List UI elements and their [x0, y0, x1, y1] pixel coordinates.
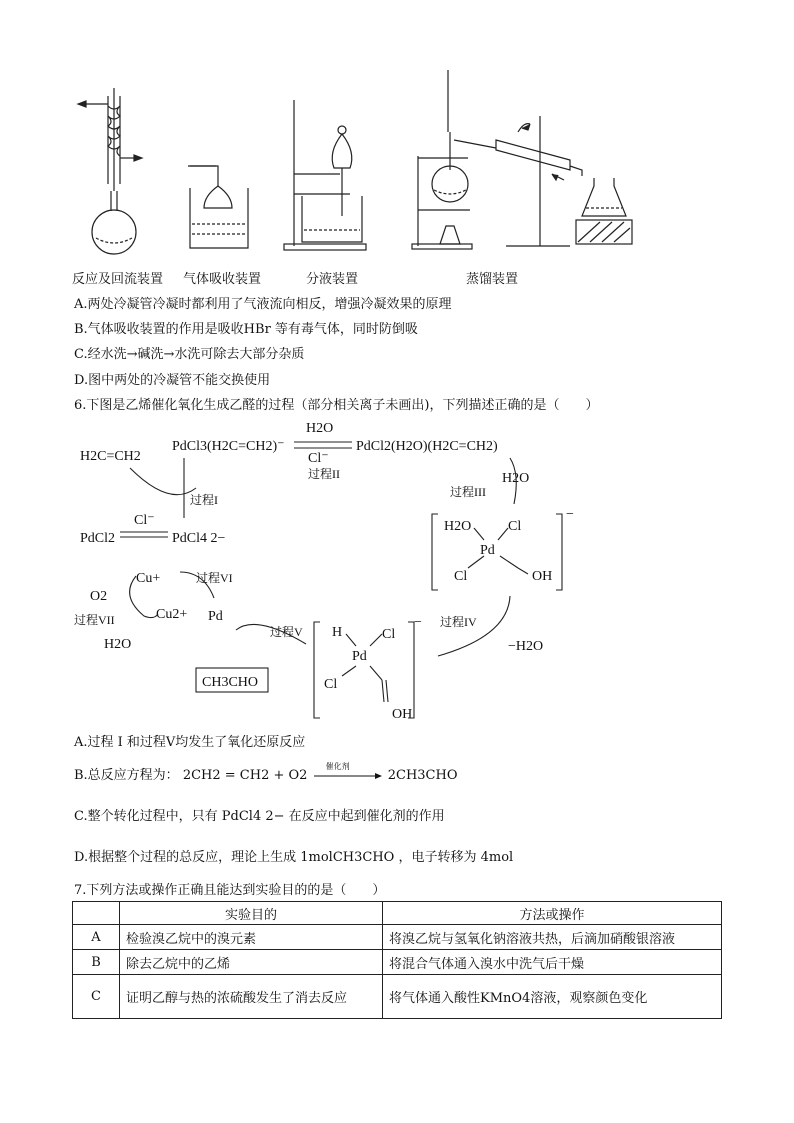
apparatus-figure	[70, 66, 650, 266]
label-h2o-bottom: H2O	[104, 637, 132, 652]
catalyst-label: 催化剂	[325, 761, 350, 771]
table-header-method: 方法或操作	[383, 902, 722, 925]
label-process-3: 过程III	[450, 485, 486, 499]
q7-table	[72, 901, 722, 1019]
q6-option-d-suffix: ，电子转移为 4mol	[398, 850, 514, 865]
label-c3-pd: Pd	[480, 543, 495, 558]
row-purpose: 除去乙烷中的乙烯	[120, 950, 383, 975]
label-minus-h2o: −H2O	[508, 639, 544, 654]
label-c3-oh: OH	[532, 569, 553, 584]
distillation-apparatus	[412, 70, 632, 249]
q7-stem: 7.下列方法或操作正确且能达到实验目的的是（ ）	[74, 883, 386, 898]
label-c3-charge: −	[566, 507, 574, 522]
table-header-purpose: 实验目的	[120, 902, 383, 925]
table-header-label	[73, 902, 120, 925]
table-row	[73, 975, 722, 1019]
label-pd-complex-1: PdCl3(H2C=CH2)⁻	[172, 439, 285, 454]
q6-option-b-equation: 2CH2 = CH2 + O2	[182, 768, 308, 783]
q6-option-b-prefix: B.总反应方程为：	[74, 768, 179, 783]
row-method: 将混合气体通入溴水中洗气后干燥	[383, 950, 722, 975]
q6-option-a: A.过程 I 和过程V均发生了氧化还原反应	[74, 735, 306, 750]
separatory-funnel-apparatus	[284, 100, 366, 250]
label-process-7: 过程VII	[74, 613, 115, 627]
label-cu2-plus: Cu2+	[156, 607, 188, 622]
label-c5-charge: −	[414, 615, 422, 630]
row-label: A	[73, 925, 120, 950]
q6-option-b-product: 2CH3CHO	[387, 768, 458, 783]
row-method: 将气体通入酸性KMnO4溶液，观察颜色变化	[383, 975, 722, 1019]
label-c3-h2o: H2O	[444, 519, 472, 534]
arrow-icon	[312, 772, 384, 780]
label-process-5: 过程V	[270, 625, 303, 639]
reflux-apparatus	[78, 88, 142, 254]
reaction-arrow	[312, 761, 384, 783]
table-row	[73, 925, 722, 950]
label-ethylene: H2C=CH2	[80, 449, 141, 464]
label-c5-pd: Pd	[352, 649, 367, 664]
caption-absorption: 气体吸收装置	[183, 272, 262, 287]
label-cu-plus: Cu+	[136, 571, 161, 586]
label-h2o-top: H2O	[306, 421, 334, 436]
label-process-4: 过程IV	[440, 615, 477, 629]
q6-option-d	[74, 846, 513, 865]
row-purpose: 检验溴乙烷中的溴元素	[120, 925, 383, 950]
q6-option-b	[74, 761, 458, 783]
label-c5-oh: OH	[392, 707, 413, 722]
catalytic-cycle-diagram	[70, 418, 590, 728]
row-method: 将溴乙烷与氢氧化钠溶液共热，后滴加硝酸银溶液	[383, 925, 722, 950]
q5-option-b: B.气体吸收装置的作用是吸收HBr 等有毒气体，同时防倒吸	[74, 322, 418, 337]
q5-option-c: C.经水洗→碱洗→水洗可除去大部分杂质	[74, 347, 305, 362]
label-h2o-right: H2O	[502, 471, 530, 486]
label-c5-cl1: Cl	[382, 627, 396, 642]
row-purpose: 证明乙醇与热的浓硫酸发生了消去反应	[120, 975, 383, 1019]
label-pd: Pd	[208, 609, 223, 624]
q5-option-a: A.两处冷凝管冷凝时都利用了气液流向相反，增强冷凝效果的原理	[74, 297, 452, 312]
q6-option-c-suffix: 在反应中起到催化剂的作用	[288, 809, 445, 824]
table-row	[73, 950, 722, 975]
q6-option-c-species: PdCl4 2−	[221, 809, 285, 824]
label-c5-h: H	[332, 625, 343, 640]
gas-absorption-apparatus	[188, 166, 248, 248]
label-c3-cl2: Cl	[454, 569, 468, 584]
label-cl-left: Cl⁻	[134, 513, 155, 528]
label-process-1: 过程I	[190, 493, 218, 507]
caption-separation: 分液装置	[306, 272, 359, 287]
q6-option-c-prefix: C.整个转化过程中，只有	[74, 809, 218, 824]
q6-option-c	[74, 805, 445, 824]
caption-reflux: 反应及回流装置	[72, 272, 164, 287]
caption-distillation: 蒸馏装置	[466, 272, 519, 287]
label-pdcl2: PdCl2	[80, 531, 116, 546]
label-o2: O2	[90, 589, 108, 604]
label-process-6: 过程VI	[196, 571, 233, 585]
table-header-row	[73, 902, 722, 925]
label-process-2: 过程II	[308, 467, 340, 481]
label-c3-cl1: Cl	[508, 519, 522, 534]
q5-option-d: D.图中两处的冷凝管不能交换使用	[74, 373, 271, 388]
q6-option-d-amount: 1molCH3CHO	[300, 850, 395, 865]
q6-option-d-prefix: D.根据整个过程的总反应，理论上生成	[74, 850, 297, 865]
q6-stem: 6.下图是乙烯催化氧化生成乙醛的过程（部分相关离子未画出)，下列描述正确的是（ ）	[74, 398, 599, 413]
label-c5-cl2: Cl	[324, 677, 338, 692]
row-label: B	[73, 950, 120, 975]
row-label: C	[73, 975, 120, 1019]
label-cl-top: Cl⁻	[308, 451, 329, 466]
label-pd-complex-2: PdCl2(H2O)(H2C=CH2)	[356, 439, 498, 454]
label-pdcl4: PdCl4 2−	[172, 531, 226, 546]
label-product: CH3CHO	[202, 675, 259, 690]
